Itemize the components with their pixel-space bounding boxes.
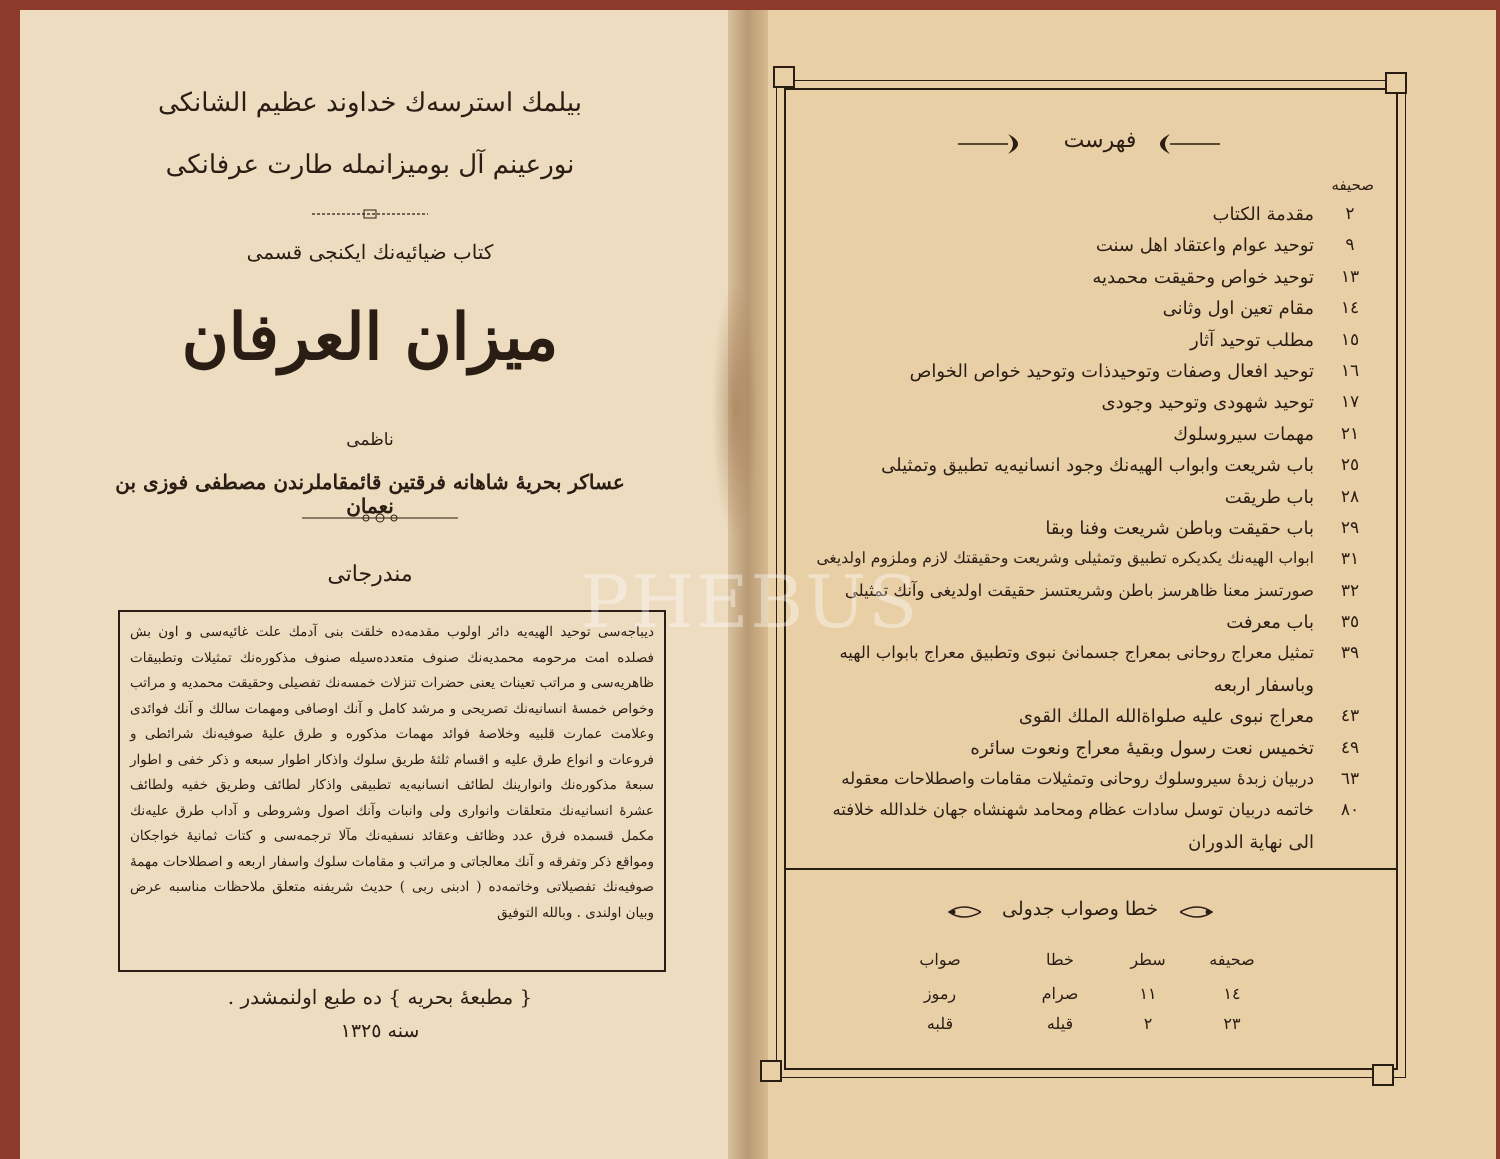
- watermark: PHEBUS: [580, 560, 920, 644]
- fleuron-left-icon: [958, 132, 1028, 156]
- page-column-header: صحیفه: [1331, 176, 1374, 194]
- fleuron-right-icon: [1180, 902, 1216, 922]
- toc-row: [792, 518, 1372, 549]
- contents-caption: مندرجاتی: [327, 562, 413, 587]
- toc-entry-title: توحید عوام واعتقاد اهل سنت: [1095, 235, 1314, 257]
- corner-ornament-icon: [1385, 72, 1407, 94]
- contents-summary-text: دیباجه‌سی توحید الهیه‌یه دائر اولوب مقدمه‌ده خلقت بنی آدمك علت غائیه‌سی و اون بش فصلده امت مرحومه محمدیه‌نك صنوف متعدده‌سیله صنوف مذکوره‌نك تمثیلات وتطبیقات ظاهریه‌سی و مراتب تعینات یعنی حضرات تنزلات خمسه‌نك تفصیلی وحقیقت محمدیه و مراتب وخواص خمسهٔ انسانیه‌نك تصریحی و مرشد کامل و آنك اوصافی ومهمات سالك و آنك فوائدی وعلامت عمارت قلبیه وخلاصهٔ فوائد مهمات مذکوره و طرق علیهٔ صوفیه‌نك شرائطی و فروعات و انواع طرق علیه و اقسام ثلثهٔ طریق سلوك واذکار اطوار سبعه و ذکر خفی و اطوار سبعهٔ مذکوره‌نك وانوارینك لطائف انسانیه‌یه تطبیقی واذکار لطائف وطریق خفیه ولطائف عشرهٔ انسانیه‌نك متعلقات وانواری ولی وانبات وآنك اصول وشروطی و آداب طرق علیه‌نك مکمل قسمده فرق عدد وظائف وعقائد نسفیه‌نك مآلا ترجمه‌سی و کتات ثمانیهٔ خواجکان ومواقع ذکر وتفرقه و آنك معالجاتی و مراتب و مقامات سلوك واسفار اربعه و اصطلاحات مهمهٔ صوفیه‌نك تفصیلاتی وخاتمه‌ده ( ادبنی ربی ) حدیث شریفنه متعلق ملاحظات مناسبه عرض وبیان اولندی . وبالله التوفیق: [130, 624, 654, 921]
- section-divider: [786, 868, 1396, 870]
- toc-page-number: ٩: [1345, 235, 1355, 256]
- toc-row: [792, 455, 1372, 486]
- toc-page-number: ١٤: [1340, 298, 1360, 319]
- toc-row: [792, 424, 1372, 455]
- errata-cell: قیله: [1046, 1014, 1074, 1033]
- errata-cell: ١٤: [1223, 984, 1241, 1003]
- toc-entry-title: باب حقیقت وباطن شریعت وفنا وبقا: [1045, 517, 1314, 539]
- toc-row: [792, 832, 1372, 863]
- errata-cell: قلبه: [926, 1014, 954, 1033]
- toc-entry-title: باب طریقت: [1224, 486, 1314, 508]
- toc-page-number: ١٧: [1340, 392, 1360, 413]
- errata-header-line: سطر: [1130, 950, 1166, 969]
- ornament-divider-icon: [300, 512, 460, 524]
- toc-entry-title: وباسفار اربعه: [1213, 674, 1314, 696]
- toc-entry-title: توحید شهودی وتوحید وجودی: [1101, 392, 1314, 414]
- errata-cell: رموز: [923, 984, 957, 1003]
- toc-page-number: ٢: [1345, 204, 1355, 224]
- errata-cell: ١١: [1139, 984, 1157, 1003]
- toc-entry-title: تخمیس نعت رسول وبقیهٔ معراج ونعوت سائره: [970, 737, 1314, 759]
- toc-page-number: ٢٥: [1340, 455, 1360, 476]
- toc-entry-title: ابواب الهیه‌نك یکدیکره تطبیق وتمثیلی وشریعت وحقیقتك لازم وملزوم اولدیغی: [816, 549, 1314, 568]
- toc-row: [792, 235, 1372, 266]
- toc-entry-title: مهمات سیروسلوك: [1173, 423, 1314, 445]
- toc-row: [792, 361, 1372, 392]
- errata-cell: ٢: [1143, 1014, 1153, 1033]
- toc-row: [792, 706, 1372, 737]
- title-verse-line-1: بیلمك استرسه‌ك خداوند عظیم الشانکی: [158, 88, 582, 118]
- contents-summary-box: [118, 610, 666, 972]
- toc-entry-title: الی نهایة الدوران: [1188, 831, 1314, 853]
- corner-ornament-icon: [760, 1060, 782, 1082]
- toc-page-number: ١٥: [1340, 329, 1360, 350]
- errata-header-page: صحیفه: [1209, 950, 1255, 969]
- toc-page-number: ١٦: [1340, 360, 1360, 381]
- author-name: عساکر بحریهٔ شاهانه فرقتین قائمقاملرندن مصطفی فوزی بن نعمان: [115, 470, 625, 518]
- toc-row: [792, 675, 1372, 706]
- toc-page-number: ٤٩: [1340, 737, 1360, 758]
- toc-page-number: ٦٣: [1340, 769, 1360, 790]
- toc-entry-title: دربیان زبدهٔ سیروسلوك روحانی وتمثیلات مقامات واصطلاحات معقوله: [841, 769, 1314, 789]
- title-verse-line-2: نورعینم آل بومیزانمله طارت عرفانکی: [165, 150, 575, 180]
- ornament-divider-icon: [310, 208, 430, 220]
- toc-row: [792, 643, 1372, 674]
- toc-entry-title: توحید افعال وصفات وتوحیدذات وتوحید خواص الخواص: [909, 360, 1314, 382]
- toc-page-number: ٢٩: [1340, 517, 1360, 538]
- toc-entry-title: مقام تعین اول وثانی: [1162, 298, 1314, 320]
- toc-entry-title: باب معرفت: [1226, 612, 1314, 634]
- toc-row: [792, 298, 1372, 329]
- toc-entry-title: خاتمه دربیان توسل سادات عظام ومحامد شهنشاه جهان خلدالله خلافته: [832, 800, 1314, 820]
- toc-page-number: ٣٥: [1340, 612, 1360, 633]
- toc-row: [792, 487, 1372, 518]
- toc-row: [792, 800, 1372, 831]
- book-title: میزان العرفان: [181, 300, 559, 375]
- printer-note: { مطبعهٔ بحریه } ده طبع اولنمشدر .: [227, 985, 533, 1009]
- toc-entry-title: تمثیل معراج روحانی بمعراج جسمانئ نبوی وتطبیق معراج بابواب الهیه: [839, 643, 1314, 663]
- table-of-contents: [792, 204, 1372, 863]
- toc-page-number: ٣٢: [1340, 580, 1360, 601]
- corner-ornament-icon: [773, 66, 795, 88]
- contents-heading: فهرست: [1063, 128, 1137, 153]
- errata-header-wrong: خطا: [1046, 950, 1074, 969]
- page-stain: [712, 280, 758, 540]
- toc-entry-title: معراج نبوی علیه صلواةالله الملك القوی: [1018, 706, 1314, 728]
- fleuron-left-icon: [945, 902, 981, 922]
- toc-page-number: ٨٠: [1340, 800, 1360, 821]
- toc-entry-title: باب شریعت وابواب الهیه‌نك وجود انسانیه‌یه تطبیق وتمثیلی: [881, 455, 1314, 477]
- toc-page-number: ٢١: [1340, 423, 1360, 444]
- errata-header-correct: صواب: [919, 950, 961, 969]
- toc-page-number: ٣٩: [1340, 643, 1360, 664]
- toc-entry-title: توحید خواص وحقیقت محمدیه: [1092, 266, 1314, 288]
- corner-ornament-icon: [1372, 1064, 1394, 1086]
- toc-entry-title: صورتسز معنا ظاهرسز باطن وشریعتسز حقیقت اولدیغی وآنك تمثیلی: [844, 580, 1314, 600]
- fleuron-right-icon: [1150, 132, 1220, 156]
- toc-row: [792, 738, 1372, 769]
- toc-page-number: ٢٨: [1340, 486, 1360, 507]
- toc-row: [792, 392, 1372, 423]
- toc-entry-title: مقدمة الکتاب: [1212, 204, 1314, 225]
- errata-cell: ٢٣: [1223, 1014, 1241, 1033]
- toc-row: [792, 330, 1372, 361]
- toc-page-number: ١٣: [1340, 266, 1360, 287]
- publication-year: سنه ١٣٢٥: [340, 1020, 420, 1042]
- toc-row: [792, 769, 1372, 800]
- toc-row: [792, 267, 1372, 298]
- author-caption: ناظمی: [346, 430, 394, 450]
- book-subtitle: کتاب ضیائیه‌نك ایکنجی قسمی: [246, 240, 494, 264]
- toc-entry-title: مطلب توحید آثار: [1190, 329, 1314, 351]
- errata-title: خطا وصواب جدولی: [1001, 898, 1158, 920]
- toc-row: [792, 204, 1372, 235]
- errata-cell: صرام: [1041, 984, 1079, 1003]
- toc-page-number: ٤٣: [1340, 706, 1360, 727]
- toc-page-number: ٣١: [1340, 549, 1360, 570]
